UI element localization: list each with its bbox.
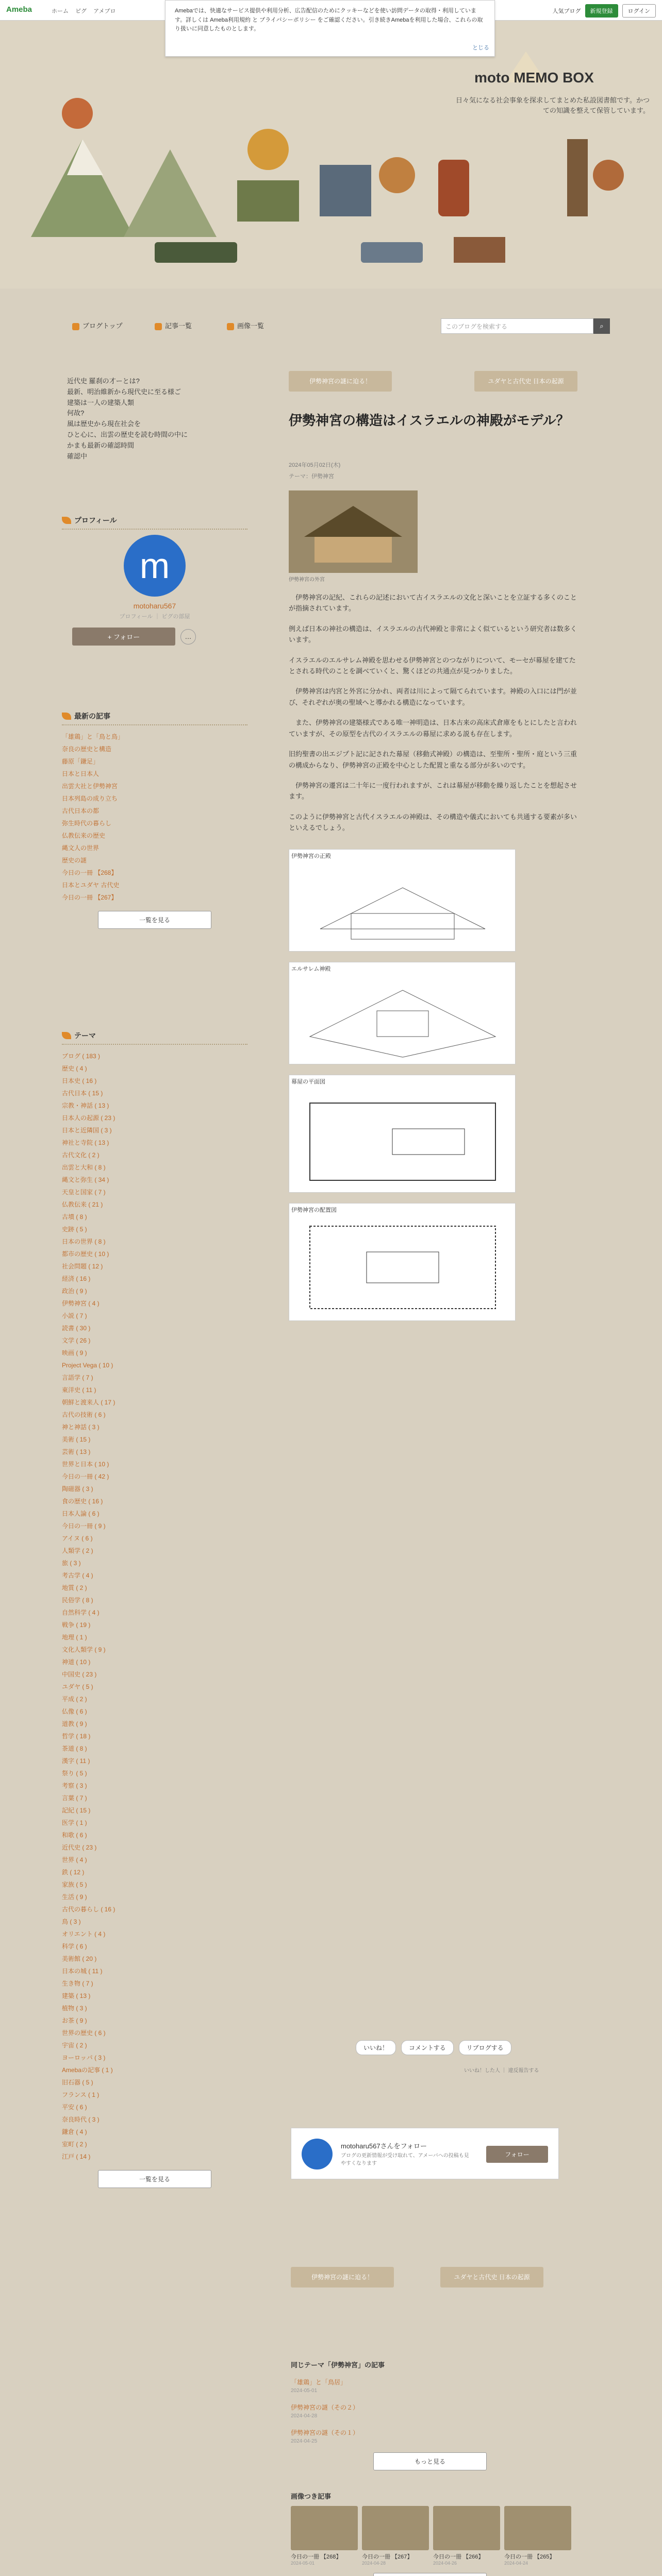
theme-link[interactable]: 日本の世界 ( 8 ) <box>62 1238 106 1245</box>
theme-link[interactable]: 日本人の起源 ( 23 ) <box>62 1114 115 1122</box>
theme-link[interactable]: 漢字 ( 11 ) <box>62 1757 90 1765</box>
related-item-date: 2024-05-01 <box>291 2388 318 2394</box>
prev-article-button-bottom[interactable]: 伊勢神宮の謎に迫る！ <box>291 2267 394 2287</box>
follow-button[interactable]: フォロー <box>486 2146 548 2163</box>
theme-link[interactable]: 近代史 ( 23 ) <box>62 1844 97 1851</box>
nav-pigg[interactable]: ピグ <box>75 8 87 14</box>
recent-entry-link[interactable]: 藤原「鎌足」 <box>62 758 100 765</box>
nav-image-list[interactable]: 画像一覧 <box>227 320 264 330</box>
theme-link[interactable]: 文学 ( 26 ) <box>62 1337 91 1344</box>
theme-link[interactable]: 建築 ( 13 ) <box>62 1992 91 1999</box>
theme-link[interactable]: 伊勢神宮 ( 4 ) <box>62 1300 100 1307</box>
theme-link[interactable]: 陶磁器 ( 3 ) <box>62 1485 93 1493</box>
login-button[interactable]: ログイン <box>622 4 656 18</box>
theme-link[interactable]: 室町 ( 2 ) <box>62 2141 87 2148</box>
recent-entry-link[interactable]: 日本とユダヤ 古代史 <box>62 882 120 889</box>
recent-entry-link[interactable]: 奈良の歴史と構造 <box>62 745 112 753</box>
cookie-notice <box>165 0 495 57</box>
theme-link[interactable]: 映画 ( 9 ) <box>62 1349 87 1357</box>
profile-section: プロフィール m motoharu567 プロフィール ｜ ピグの部屋 + フォロー … <box>62 515 247 653</box>
related-item[interactable] <box>291 2428 569 2445</box>
recent-entry-link[interactable]: 古代日本の都 <box>62 807 100 815</box>
theme-link[interactable]: 今日の一冊 ( 42 ) <box>62 1473 109 1480</box>
theme-link[interactable]: 地理 ( 1 ) <box>62 1634 87 1641</box>
article-photo[interactable] <box>289 490 418 573</box>
home-icon <box>72 323 79 330</box>
theme-link[interactable]: フランス ( 1 ) <box>62 2091 100 2098</box>
theme-link[interactable]: 古代日本 ( 15 ) <box>62 1090 103 1097</box>
diagram-temple[interactable]: エルサレム神殿 <box>289 962 516 1064</box>
theme-link[interactable]: 日本人論 ( 6 ) <box>62 1510 100 1517</box>
theme-link[interactable]: 政治 ( 9 ) <box>62 1287 87 1295</box>
card-thumbnail[interactable] <box>291 2506 358 2550</box>
diagram-tabernacle[interactable]: 幕屋の平面図 <box>289 1075 516 1193</box>
theme-link[interactable]: 考察 ( 3 ) <box>62 1782 87 1789</box>
global-nav <box>0 309 662 340</box>
recent-entry-link[interactable]: 今日の一冊 【268】 <box>62 869 118 876</box>
recent-entry-link[interactable]: 弥生時代の暮らし <box>62 820 112 827</box>
theme-link[interactable]: 東洋史 ( 11 ) <box>62 1386 96 1394</box>
theme-link[interactable]: 縄文と弥生 ( 34 ) <box>62 1176 109 1183</box>
blog-title[interactable]: moto MEMO BOX <box>474 70 594 86</box>
article-body: 伊勢神宮の記紀、これらの記述において古イスラエルの文化と深いことを立証する多くのことが指摘されています。 例えば日本の神社の構造は、イスラエルの古代神殿と非常によく似ているという研究者は数多くいます。 イスラエルのエルサレム神殿を思わせる伊勢神宮とのつながりについて、モーセが幕屋を建てたとされる時代のことを調べていくと、驚くほどの共通点が見つかりました。 伊勢神宮は内宮と外宮に分かれ、両者は川によって隔てられています。神殿の入口には門が並び、それぞれが奥の聖域へと導かれる構造になっています。 また、伊勢神宮の建築様式である唯一神明造は、日本古来の高床式倉庫をもとにしたと言われていますが、その原型を古代のイスラエルの幕屋に求める説も存在します。 旧約聖書の出エジプト記に記された幕屋（移動式神殿）の構造は、至聖所・聖所・庭という三重の構成からなり、伊勢神宮の正殿を中心とした配置と重なる部分が多いのです。 伊勢神宮の遷宮は二十年に一度行われますが、これは幕屋が移動を繰り返したことを想起させます。 このように伊勢神宮と古代イスラエルの神殿は、その構造や儀式においても共通する要素が多いといえるでしょう。 <box>289 593 577 832</box>
theme-link[interactable]: 世界の歴史 ( 6 ) <box>62 2029 106 2037</box>
theme-link[interactable]: 食の歴史 ( 16 ) <box>62 1498 103 1505</box>
next-article-button-bottom[interactable]: ユダヤと古代史 日本の起源 <box>440 2267 543 2287</box>
card-title[interactable]: 今日の一冊 【268】 <box>291 2554 342 2560</box>
theme-link[interactable]: 戦争 ( 19 ) <box>62 1621 91 1629</box>
avatar[interactable] <box>302 2139 333 2170</box>
theme-link[interactable]: 宗教・神話 ( 13 ) <box>62 1102 109 1109</box>
theme-link[interactable]: 科学 ( 6 ) <box>62 1943 87 1950</box>
theme-link[interactable]: Project Vega ( 10 ) <box>62 1362 113 1369</box>
article-theme[interactable]: テーマ：伊勢神宮 <box>289 473 334 480</box>
nav-entry-list[interactable]: 記事一覧 <box>155 320 192 330</box>
theme-link[interactable]: 宇宙 ( 2 ) <box>62 2042 87 2049</box>
related-title: 同じテーマ「伊勢神宮」の記事 <box>291 2361 385 2369</box>
cookie-notice-text: Amebaでは、快適なサービス提供や利用分析、広告配信のためにクッキーなどを使い訪問データの取得・利用しています。詳しくは Ameba利用規約 と プライバシーポリシー をご確認ください。引き続きAmebaを利用した場合、これらの取り扱いに同意したものとします。 <box>175 8 483 32</box>
reblog-button[interactable]: リブログする <box>459 2040 511 2055</box>
card-thumbnail[interactable] <box>433 2506 500 2550</box>
popular-blog-link[interactable]: 人気ブログ <box>552 8 581 14</box>
follow-desc: ブログの更新情報が受け取れて、アメーバへの投稿も見やすくなります <box>341 2153 469 2166</box>
theme-link[interactable]: 文化人類学 ( 9 ) <box>62 1646 106 1653</box>
theme-link[interactable]: 今日の一冊 ( 9 ) <box>62 1522 106 1530</box>
recent-entry-link[interactable]: 縄文人の世界 <box>62 844 100 852</box>
nav-home[interactable]: ホーム <box>52 8 69 14</box>
theme-link[interactable]: 日本史 ( 16 ) <box>62 1077 97 1084</box>
recent-entry-link[interactable]: 歴史の謎 <box>62 857 87 864</box>
theme-link[interactable]: 出雲と大和 ( 8 ) <box>62 1164 106 1171</box>
theme-link[interactable]: 医学 ( 1 ) <box>62 1819 87 1826</box>
theme-link[interactable]: 記紀 ( 15 ) <box>62 1807 91 1814</box>
share-bar <box>356 2040 511 2055</box>
theme-link[interactable]: 人類学 ( 2 ) <box>62 1547 93 1554</box>
related-item-date: 2024-04-25 <box>291 2438 318 2444</box>
theme-link[interactable]: 天皇と国家 ( 7 ) <box>62 1189 106 1196</box>
theme-link[interactable]: 平成 ( 2 ) <box>62 1696 87 1703</box>
theme-link[interactable]: 旅 ( 3 ) <box>62 1560 81 1567</box>
theme-link[interactable]: 中国史 ( 23 ) <box>62 1671 97 1678</box>
header-right <box>553 4 656 18</box>
diagram-layout[interactable]: 伊勢神宮の配置図 <box>289 1203 516 1321</box>
photo-caption: 伊勢神宮の外宮 <box>289 577 325 583</box>
theme-link[interactable]: 家族 ( 5 ) <box>62 1881 87 1888</box>
leaf-icon <box>62 1032 71 1039</box>
theme-link[interactable]: 言葉 ( 7 ) <box>62 1794 87 1802</box>
theme-link[interactable]: 自然科学 ( 4 ) <box>62 1609 100 1616</box>
theme-link[interactable]: 和歌 ( 6 ) <box>62 1832 87 1839</box>
related-item-title[interactable]: 伊勢神宮の謎（その２） <box>291 2404 359 2411</box>
card-thumbnail[interactable] <box>504 2506 571 2550</box>
theme-link[interactable]: 哲学 ( 18 ) <box>62 1733 91 1740</box>
profile-links[interactable]: プロフィール ｜ ピグの部屋 <box>119 614 190 620</box>
diagram-shrine[interactable]: 伊勢神宮の正殿 <box>289 849 516 952</box>
recent-more-button[interactable]: 一覧を見る <box>98 911 211 929</box>
theme-link[interactable]: 古墳 ( 8 ) <box>62 1213 87 1221</box>
report-link[interactable]: いいね！した人 ｜ 違反報告する <box>464 2068 539 2074</box>
theme-link[interactable]: 奈良時代 ( 3 ) <box>62 2116 100 2123</box>
like-button[interactable]: いいね！ <box>356 2040 396 2055</box>
leaf-icon <box>62 517 71 524</box>
related-item-title[interactable]: 伊勢神宮の謎（その１） <box>291 2429 359 2436</box>
next-article-button[interactable]: ユダヤと古代史 日本の起源 <box>474 371 577 392</box>
theme-link[interactable]: 旧石器 ( 5 ) <box>62 2079 93 2086</box>
theme-link[interactable]: 世界と日本 ( 10 ) <box>62 1461 109 1468</box>
theme-link[interactable]: 芸術 ( 13 ) <box>62 1448 91 1455</box>
related-item-title[interactable]: 「雄鶏」と「鳥居」 <box>291 2379 347 2386</box>
theme-link[interactable]: 神社と寺院 ( 13 ) <box>62 1139 109 1146</box>
follow-title: motoharu567さんをフォロー <box>341 2142 427 2150</box>
card-date: 2024-04-26 <box>433 2561 457 2566</box>
theme-link[interactable]: オリエント ( 4 ) <box>62 1930 106 1938</box>
card-date: 2024-04-28 <box>362 2561 386 2566</box>
follow-box <box>291 2128 559 2179</box>
prev-article-button[interactable]: 伊勢神宮の謎に迫る！ <box>289 371 392 392</box>
recent-entry-link[interactable]: 日本列島の成り立ち <box>62 795 118 802</box>
theme-link[interactable]: 地質 ( 2 ) <box>62 1584 87 1591</box>
recent-entry-link[interactable]: 今日の一冊 【267】 <box>62 894 118 901</box>
theme-link[interactable]: 神道 ( 10 ) <box>62 1658 91 1666</box>
recent-entries: 最新の記事 「雄鶏」と「鳥と鳥」 奈良の歴史と構造 藤原「鎌足」 日本と日本人 出雲大社と伊勢神宮 日本列島の成り立ち 古代日本の都 弥生時代の暮らし 仏教伝来の歴史 縄文人の世界 歴史の謎 今日の一冊 【268】 日本とユダヤ 古代史 今日の一冊 【267】 一覧を見る <box>62 711 247 936</box>
theme-link[interactable]: お茶 ( 9 ) <box>62 2017 87 2024</box>
theme-link[interactable]: 言語学 ( 7 ) <box>62 1374 93 1381</box>
profile-name[interactable]: motoharu567 <box>133 602 176 610</box>
theme-link[interactable]: 神と神話 ( 3 ) <box>62 1423 100 1431</box>
image-card[interactable] <box>291 2506 358 2566</box>
theme-link[interactable]: 鉄 ( 12 ) <box>62 1869 85 1876</box>
theme-link[interactable]: 民俗学 ( 8 ) <box>62 1597 93 1604</box>
theme-link[interactable]: ブログ ( 183 ) <box>62 1053 101 1060</box>
search-icon[interactable]: ⌕ <box>593 318 610 334</box>
theme-link[interactable]: 読書 ( 30 ) <box>62 1325 91 1332</box>
nav-blog-top[interactable]: ブログトップ <box>72 320 123 330</box>
article-title[interactable]: 伊勢神宮の構造はイスラエルの神殿がモデル？ <box>289 413 570 428</box>
leaf-icon <box>62 713 71 720</box>
related-item[interactable] <box>291 2403 569 2420</box>
theme-link[interactable]: 史跡 ( 5 ) <box>62 1226 87 1233</box>
theme-link[interactable]: 経済 ( 16 ) <box>62 1275 91 1282</box>
theme-link[interactable]: 祭り ( 5 ) <box>62 1770 87 1777</box>
related-item[interactable] <box>291 2378 569 2395</box>
recent-entry-link[interactable]: 日本と日本人 <box>62 770 100 777</box>
recent-entry-link[interactable]: 出雲大社と伊勢神宮 <box>62 783 118 790</box>
theme-link[interactable]: ユダヤ ( 5 ) <box>62 1683 93 1690</box>
theme-link[interactable]: 古代文化 ( 2 ) <box>62 1151 100 1159</box>
theme-link[interactable]: 生き物 ( 7 ) <box>62 1980 93 1987</box>
article-main <box>289 371 577 1321</box>
theme-link[interactable]: 平安 ( 6 ) <box>62 2104 87 2111</box>
cards-more-button[interactable] <box>373 2573 487 2576</box>
image-card[interactable] <box>504 2506 571 2566</box>
blog-description: 日々気になる社会事象を探求してまとめた私設図書館です。かつての知識を整えて保管しています。 <box>456 96 650 114</box>
comment-button[interactable]: コメントする <box>401 2040 454 2055</box>
ameba-nav <box>52 7 121 15</box>
theme-link[interactable]: 古代の暮らし ( 16 ) <box>62 1906 115 1913</box>
blog-intro: 近代史 羅刹の才ーとは? 最新、明治維新から現代史に至る様ご 建築は一人の建築人類 何故? 風は歴史から現在社会を ひと心に、出雲の歴史を読む時間の中に かまも最新の確認時間 確認中 <box>67 377 188 460</box>
camping-illustration <box>0 21 662 289</box>
recent-entry-link[interactable]: 「雄鶏」と「鳥と鳥」 <box>62 733 124 740</box>
card-thumbnail[interactable] <box>362 2506 429 2550</box>
list-icon <box>155 323 162 330</box>
related-more-button[interactable]: もっと見る <box>373 2452 487 2470</box>
theme-link[interactable]: 茶道 ( 8 ) <box>62 1745 87 1752</box>
follow-button[interactable]: + フォロー <box>72 628 175 646</box>
related-item-date: 2024-04-28 <box>291 2413 318 2419</box>
theme-link[interactable]: 日本と近隣国 ( 3 ) <box>62 1127 112 1134</box>
theme-link[interactable]: 江戸 ( 14 ) <box>62 2153 91 2160</box>
image-card[interactable] <box>362 2506 429 2566</box>
theme-link[interactable]: 歴史 ( 4 ) <box>62 1065 87 1072</box>
theme-link[interactable]: 道教 ( 9 ) <box>62 1720 87 1727</box>
card-title[interactable]: 今日の一冊 【267】 <box>362 2554 413 2560</box>
signup-button[interactable]: 新規登録 <box>585 4 618 18</box>
theme-link[interactable]: 社会問題 ( 12 ) <box>62 1263 103 1270</box>
theme-link[interactable]: 鎌倉 ( 4 ) <box>62 2128 87 2136</box>
theme-link[interactable]: 日本の城 ( 11 ) <box>62 1968 103 1975</box>
theme-link[interactable]: 都市の歴史 ( 10 ) <box>62 1250 109 1258</box>
theme-link[interactable]: 美術館 ( 20 ) <box>62 1955 97 1962</box>
theme-link[interactable]: 美術 ( 15 ) <box>62 1436 91 1443</box>
theme-link[interactable]: 古代の技術 ( 6 ) <box>62 1411 106 1418</box>
notice-close-button[interactable]: とじる <box>472 45 489 52</box>
theme-link[interactable]: 植物 ( 3 ) <box>62 2005 87 2012</box>
article-date: 2024年05月02日(木) <box>289 462 341 468</box>
theme-more-button[interactable]: 一覧を見る <box>98 2170 211 2188</box>
blog-header-image <box>0 21 662 289</box>
image-icon <box>227 323 234 330</box>
image-card[interactable] <box>433 2506 500 2566</box>
theme-link[interactable]: Amebaの記事 ( 1 ) <box>62 2066 113 2074</box>
card-title[interactable]: 今日の一冊 【266】 <box>433 2554 484 2560</box>
more-icon[interactable]: … <box>180 629 196 645</box>
theme-link[interactable]: アイヌ ( 6 ) <box>62 1535 93 1542</box>
theme-link[interactable]: 朝鮮と渡来人 ( 17 ) <box>62 1399 115 1406</box>
theme-link[interactable]: ヨーロッパ ( 3 ) <box>62 2054 106 2061</box>
cards-title: 画像つき記事 <box>291 2493 332 2500</box>
theme-link[interactable]: 小説 ( 7 ) <box>62 1312 87 1319</box>
ameba-logo[interactable]: Ameba <box>6 5 32 14</box>
recent-entry-link[interactable]: 仏教伝来の歴史 <box>62 832 106 839</box>
avatar[interactable]: m <box>124 535 186 597</box>
theme-link[interactable]: 考古学 ( 4 ) <box>62 1572 93 1579</box>
theme-link[interactable]: 鳥 ( 3 ) <box>62 1918 81 1925</box>
card-date: 2024-05-01 <box>291 2561 315 2566</box>
theme-link[interactable]: 世界 ( 4 ) <box>62 1856 87 1863</box>
theme-link[interactable]: 生活 ( 9 ) <box>62 1893 87 1901</box>
card-date: 2024-04-24 <box>504 2561 528 2566</box>
nav-ameblo[interactable]: アメブロ <box>93 8 116 14</box>
blog-search-input[interactable]: このブログを検索する <box>441 318 593 334</box>
card-title[interactable]: 今日の一冊 【265】 <box>504 2554 555 2560</box>
theme-list: テーマ ブログ ( 183 ) 歴史 ( 4 ) 日本史 ( 16 ) 古代日本 ( 15 ) 宗教・神話 ( 13 ) 日本人の起源 ( 23 ) 日本と近隣国 ( 3 ) 神社と寺院 ( 13 ) 古代文化 ( 2 ) 出雲と大和 ( 8 ) 縄文と弥生 ( 34 ) 天皇と国家 ( 7 ) 仏教伝来 ( 21 ) 古墳 ( 8 ) 史跡 ( 5 ) 日本の世界 ( 8 ) 都市の歴史 ( 10 ) 社会問題 ( 12 ) 経済 ( 16 ) 政治 ( 9 ) 伊勢神宮 ( 4 ) 小説 ( 7 ) 読書 ( 30 ) 文学 ( 26 ) 映画 ( 9 ) Project Vega ( 10 ) 言語学 ( 7 ) 東洋史 ( 11 ) 朝鮮と渡来人 ( 17 ) 古代の技術 ( 6 ) 神と神話 ( 3 ) 美術 ( 15 ) 芸術 ( 13 ) 世界と日本 ( 10 ) 今日の一冊 ( 42 ) 陶磁器 ( 3 ) 食の歴史 ( 16 ) 日本人論 ( 6 ) 今日の一冊 ( 9 ) アイヌ ( 6 ) 人類学 ( 2 ) 旅 ( 3 ) 考古学 ( 4 ) 地質 ( 2 ) 民俗学 ( 8 ) 自然科学 ( 4 ) 戦争 ( 19 ) 地理 ( 1 ) 文化人類学 ( 9 ) 神道 ( 10 ) 中国史 ( 23 ) ユダヤ ( 5 ) 平成 ( 2 ) 仏像 ( 6 ) 道教 ( 9 ) 哲学 ( 18 ) 茶道 ( 8 ) 漢字 ( 11 ) 祭り ( 5 ) 考察 ( 3 ) 言葉 ( 7 ) 記紀 ( 15 ) 医学 ( 1 ) 和歌 ( 6 ) 近代史 ( 23 ) 世界 ( 4 ) 鉄 ( 12 ) 家族 ( 5 ) 生活 ( 9 ) 古代の暮らし ( 16 ) 鳥 ( 3 ) オリエント ( 4 ) 科学 ( 6 ) 美術館 ( 20 ) 日本の城 ( 11 ) 生き物 ( 7 ) 建築 ( 13 ) 植物 ( 3 ) お茶 ( 9 ) 世界の歴史 ( 6 ) 宇宙 ( 2 ) ヨーロッパ ( 3 ) Amebaの記事 ( 1 ) 旧石器 ( 5 ) フランス ( 1 ) 平安 ( 6 ) 奈良時代 ( 3 ) 鎌倉 ( 4 ) 室町 ( 2 ) 江戸 ( 14 ) 一覧を見る <box>62 1030 247 2195</box>
related-entries <box>291 2360 569 2576</box>
theme-link[interactable]: 仏教伝来 ( 21 ) <box>62 1201 103 1208</box>
theme-link[interactable]: 仏像 ( 6 ) <box>62 1708 87 1715</box>
